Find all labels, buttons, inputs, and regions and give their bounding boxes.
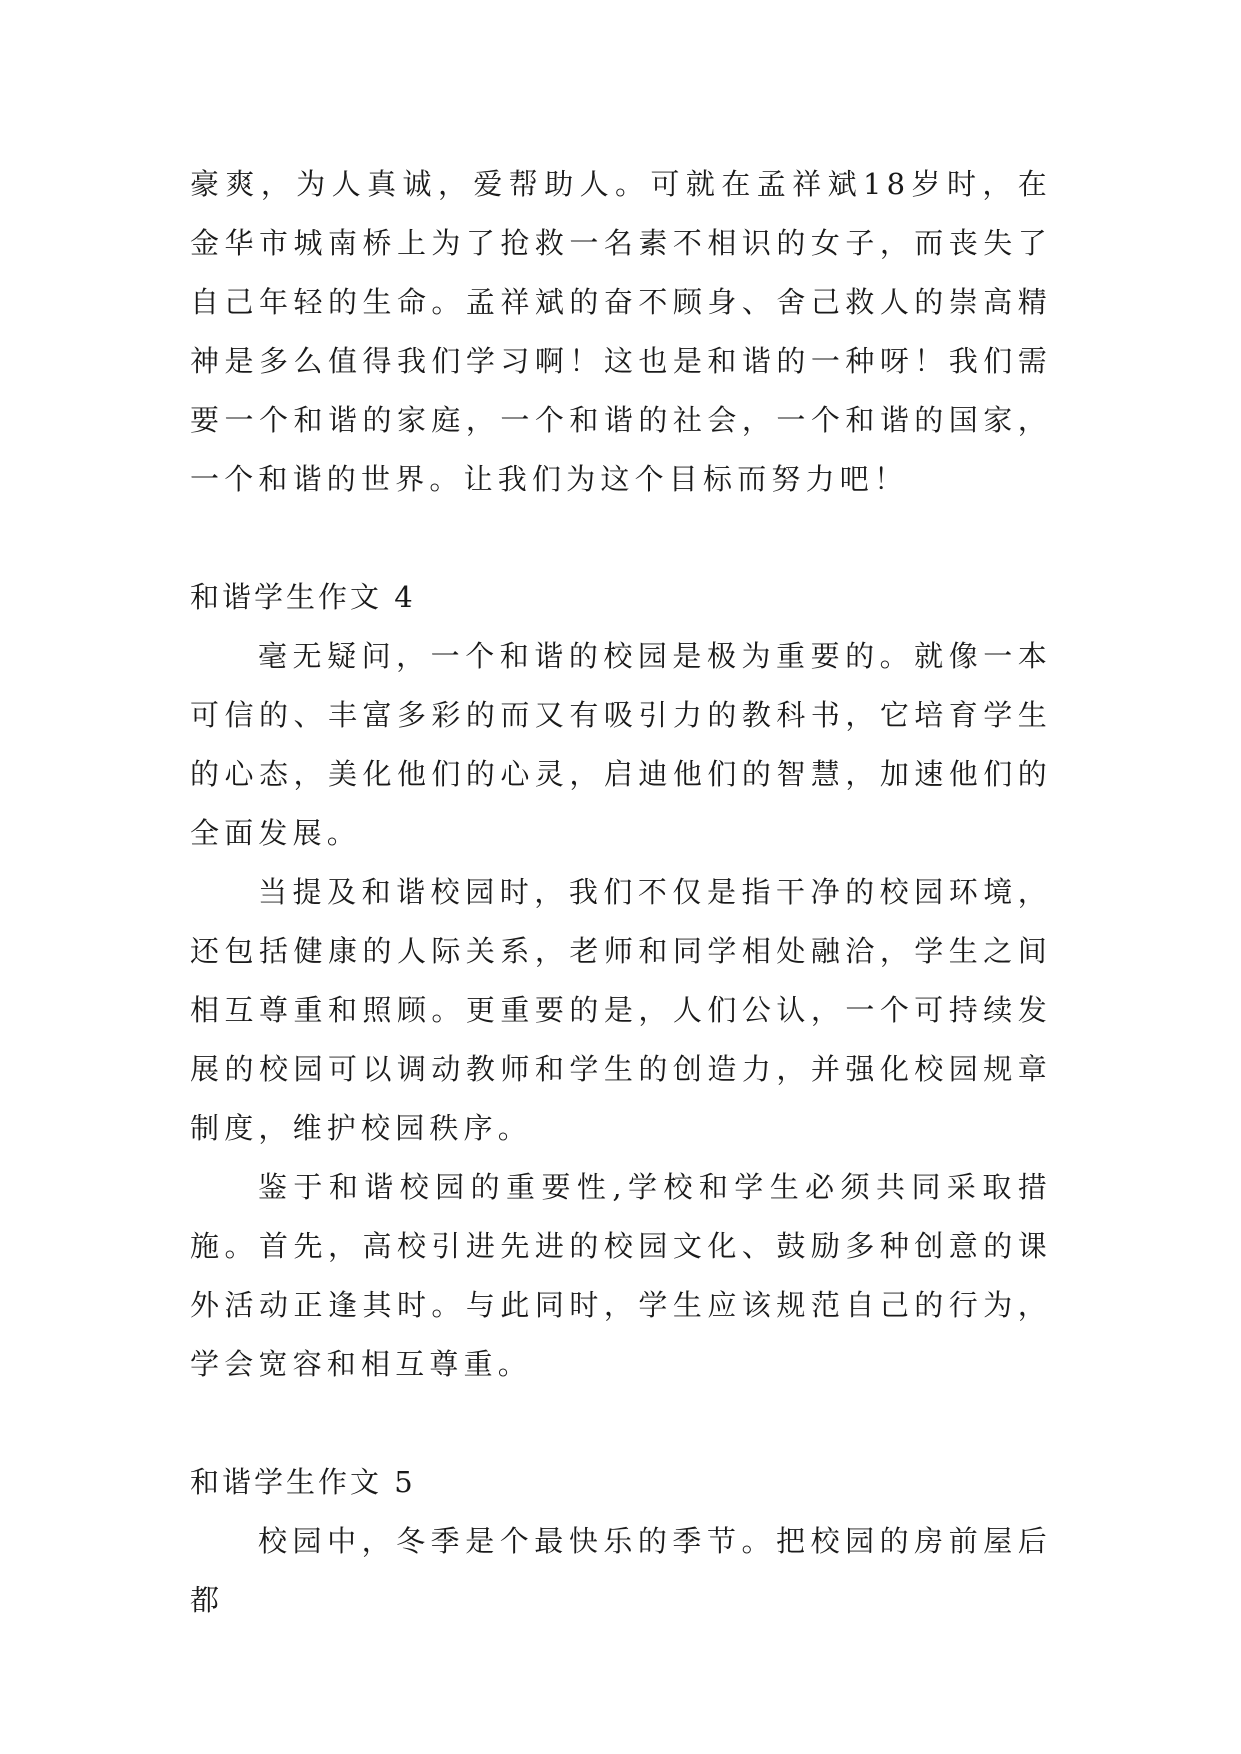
section-spacer <box>190 509 1052 568</box>
section-4-paragraph-1: 毫无疑问，一个和谐的校园是极为重要的。就像一本可信的、丰富多彩的而又有吸引力的教科书，它培育学生的心态，美化他们的心灵，启迪他们的智慧，加速他们的全面发展。 <box>190 639 1052 850</box>
section-4-paragraph-3: 鉴于和谐校园的重要性,学校和学生必须共同采取措施。首先，高校引进先进的校园文化、鼓励多种创意的课外活动正逢其时。与此同时，学生应该规范自己的行为，学会宽容和相互尊重。 <box>190 1170 1052 1381</box>
document-body <box>190 155 1052 1630</box>
section-4-paragraph-2: 当提及和谐校园时，我们不仅是指干净的校园环境，还包括健康的人际关系，老师和同学相处融洽，学生之间相互尊重和照顾。更重要的是，人们公认，一个可持续发展的校园可以调动教师和学生的创造力，并强化校园规章制度，维护校园秩序。 <box>190 875 1052 1145</box>
section-5-paragraph-1: 校园中，冬季是个最快乐的季节。把校园的房前屋后都 <box>190 1524 1052 1617</box>
section-4-title: 和谐学生作文 4 <box>190 580 416 614</box>
continuation-paragraph: 豪爽，为人真诚，爱帮助人。可就在孟祥斌18岁时，在金华市城南桥上为了抢救一名素不相识的女子，而丧失了自己年轻的生命。孟祥斌的奋不顾身、舍己救人的崇高精神是多么值得我们学习啊！这也是和谐的一种呀！我们需要一个和谐的家庭，一个和谐的社会，一个和谐的国家，一个和谐的世界。让我们为这个目标而努力吧！ <box>190 167 1052 496</box>
section-5-title: 和谐学生作文 5 <box>190 1465 416 1499</box>
section-spacer <box>190 1394 1052 1453</box>
